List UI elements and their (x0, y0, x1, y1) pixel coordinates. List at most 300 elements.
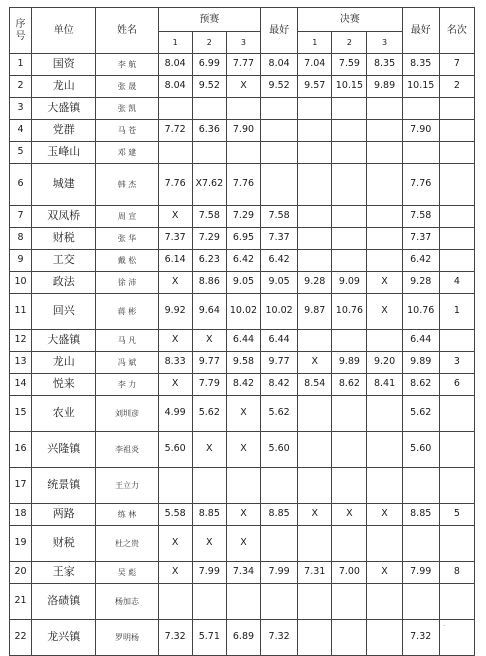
cell-seq: 18 (10, 504, 32, 526)
cell-final-attempt-1: 9.28 (298, 272, 332, 294)
cell-final-attempt-2 (332, 432, 367, 468)
cell-final-best: 8.35 (402, 54, 439, 76)
cell-prelim-attempt-3: 6.95 (226, 228, 260, 250)
cell-prelim-best (261, 120, 298, 142)
cell-unit: 双凤桥 (32, 206, 96, 228)
table-row (10, 396, 475, 432)
cell-unit: 党群 (32, 120, 96, 142)
cell-prelim-attempt-3: 9.58 (226, 352, 260, 374)
cell-prelim-best: 7.37 (261, 228, 298, 250)
cell-final-best: 7.90 (402, 120, 439, 142)
header-unit: 单位 (32, 8, 96, 54)
cell-prelim-attempt-1: 4.99 (158, 396, 192, 432)
cell-seq: 12 (10, 330, 32, 352)
results-table (9, 7, 475, 656)
cell-final-attempt-1: X (298, 352, 332, 374)
cell-final-attempt-3: X (367, 272, 402, 294)
table-row (10, 272, 475, 294)
cell-prelim-attempt-2: 9.52 (192, 76, 226, 98)
cell-unit: 玉峰山 (32, 142, 96, 164)
cell-prelim-attempt-2: 7.99 (192, 562, 226, 584)
final-attempt-1: 1 (298, 32, 332, 54)
cell-prelim-attempt-1: 6.14 (158, 250, 192, 272)
cell-name: 韩 杰 (96, 164, 158, 206)
cell-seq: 2 (10, 76, 32, 98)
cell-prelim-attempt-2: 8.85 (192, 504, 226, 526)
cell-prelim-attempt-2: 8.86 (192, 272, 226, 294)
cell-final-attempt-1 (298, 468, 332, 504)
cell-prelim-attempt-3: 10.02 (226, 294, 260, 330)
cell-unit: 王家 (32, 562, 96, 584)
cell-final-attempt-3 (367, 164, 402, 206)
cell-final-attempt-3 (367, 142, 402, 164)
cell-final-attempt-1 (298, 432, 332, 468)
cell-prelim-attempt-3: 7.90 (226, 120, 260, 142)
table-row (10, 164, 475, 206)
cell-final-attempt-3 (367, 526, 402, 562)
cell-prelim-attempt-2 (192, 142, 226, 164)
cell-name: 杨加志 (96, 584, 158, 620)
cell-prelim-best (261, 98, 298, 120)
cell-rank: 6 (439, 374, 474, 396)
cell-final-attempt-1 (298, 620, 332, 656)
table-row (10, 374, 475, 396)
table-row (10, 250, 475, 272)
cell-final-attempt-3: X (367, 562, 402, 584)
cell-seq: 7 (10, 206, 32, 228)
cell-prelim-attempt-2: X7.62 (192, 164, 226, 206)
cell-prelim-attempt-1: 7.72 (158, 120, 192, 142)
cell-prelim-attempt-2: 7.58 (192, 206, 226, 228)
cell-prelim-best (261, 142, 298, 164)
cell-prelim-attempt-1: X (158, 562, 192, 584)
cell-rank (439, 228, 474, 250)
cell-final-attempt-1 (298, 250, 332, 272)
cell-unit: 兴隆镇 (32, 432, 96, 468)
cell-final-attempt-3: 9.20 (367, 352, 402, 374)
cell-prelim-attempt-3: 8.42 (226, 374, 260, 396)
cell-final-attempt-2: 9.89 (332, 352, 367, 374)
cell-unit: 工交 (32, 250, 96, 272)
cell-final-attempt-2: X (332, 504, 367, 526)
cell-name: 徐 沛 (96, 272, 158, 294)
cell-rank (439, 330, 474, 352)
cell-prelim-best (261, 526, 298, 562)
cell-final-attempt-1: 7.04 (298, 54, 332, 76)
cell-prelim-best: 7.58 (261, 206, 298, 228)
header-prelim: 预赛 (158, 8, 260, 32)
cell-prelim-attempt-3: X (226, 76, 260, 98)
cell-seq: 14 (10, 374, 32, 396)
table-row (10, 228, 475, 250)
cell-prelim-attempt-2: X (192, 330, 226, 352)
cell-final-attempt-3 (367, 206, 402, 228)
cell-name: 马 苍 (96, 120, 158, 142)
cell-prelim-best: 8.85 (261, 504, 298, 526)
cell-prelim-attempt-3: 7.29 (226, 206, 260, 228)
cell-seq: 6 (10, 164, 32, 206)
cell-final-attempt-2: 8.62 (332, 374, 367, 396)
table-row (10, 76, 475, 98)
header-rank: 名次 (439, 8, 474, 54)
table-row (10, 330, 475, 352)
cell-unit: 悦来 (32, 374, 96, 396)
cell-final-attempt-3: 9.89 (367, 76, 402, 98)
cell-prelim-attempt-2: X (192, 526, 226, 562)
cell-prelim-attempt-1 (158, 142, 192, 164)
prelim-attempt-1: 1 (158, 32, 192, 54)
cell-prelim-attempt-1 (158, 98, 192, 120)
cell-prelim-attempt-3: 7.76 (226, 164, 260, 206)
prelim-attempt-3: 3 (226, 32, 260, 54)
table-row (10, 120, 475, 142)
cell-final-attempt-1: X (298, 504, 332, 526)
cell-seq: 4 (10, 120, 32, 142)
cell-prelim-attempt-1 (158, 584, 192, 620)
table-row (10, 584, 475, 620)
cell-rank (439, 432, 474, 468)
cell-unit: 财税 (32, 228, 96, 250)
cell-name: 练 林 (96, 504, 158, 526)
cell-seq: 15 (10, 396, 32, 432)
cell-final-attempt-2 (332, 468, 367, 504)
cell-name: 张 凯 (96, 98, 158, 120)
cell-seq: 3 (10, 98, 32, 120)
cell-unit: 财税 (32, 526, 96, 562)
cell-prelim-attempt-1: X (158, 374, 192, 396)
cell-unit: 龙山 (32, 352, 96, 374)
cell-seq: 20 (10, 562, 32, 584)
cell-final-best: 7.37 (402, 228, 439, 250)
header-final: 决赛 (298, 8, 402, 32)
table-row (10, 504, 475, 526)
cell-final-best: 9.89 (402, 352, 439, 374)
cell-rank: 8 (439, 562, 474, 584)
cell-final-attempt-2 (332, 228, 367, 250)
cell-unit: 龙山 (32, 76, 96, 98)
cell-prelim-best: 9.05 (261, 272, 298, 294)
cell-final-attempt-1: 9.87 (298, 294, 332, 330)
cell-final-attempt-2 (332, 206, 367, 228)
cell-unit: 大盛镇 (32, 330, 96, 352)
cell-name: 蒋 彬 (96, 294, 158, 330)
cell-final-attempt-3: 8.35 (367, 54, 402, 76)
cell-prelim-attempt-2: 6.23 (192, 250, 226, 272)
table-row (10, 54, 475, 76)
cell-final-attempt-3 (367, 584, 402, 620)
cell-unit: 城建 (32, 164, 96, 206)
cell-prelim-attempt-3 (226, 468, 260, 504)
cell-prelim-best: 7.99 (261, 562, 298, 584)
cell-seq: 9 (10, 250, 32, 272)
header-prelim-best: 最好 (261, 8, 298, 54)
cell-name: 冯 斌 (96, 352, 158, 374)
table-row (10, 98, 475, 120)
cell-final-attempt-2 (332, 620, 367, 656)
cell-unit: 龙兴镇 (32, 620, 96, 656)
cell-final-attempt-1 (298, 98, 332, 120)
cell-final-best: 6.44 (402, 330, 439, 352)
cell-final-attempt-1 (298, 164, 332, 206)
cell-name: 杜之贵 (96, 526, 158, 562)
cell-unit: 两路 (32, 504, 96, 526)
cell-final-attempt-1 (298, 206, 332, 228)
cell-name: 张 华 (96, 228, 158, 250)
cell-final-attempt-1 (298, 228, 332, 250)
cell-rank: 2 (439, 76, 474, 98)
cell-prelim-attempt-3: 7.34 (226, 562, 260, 584)
cell-seq: 21 (10, 584, 32, 620)
cell-prelim-attempt-1 (158, 468, 192, 504)
cell-final-best (402, 142, 439, 164)
cell-final-attempt-2: 10.76 (332, 294, 367, 330)
cell-prelim-attempt-2: 7.79 (192, 374, 226, 396)
cell-final-best: 5.60 (402, 432, 439, 468)
cell-final-attempt-1 (298, 396, 332, 432)
cell-final-attempt-2 (332, 250, 367, 272)
cell-name: 吴 彪 (96, 562, 158, 584)
cell-rank: 3 (439, 352, 474, 374)
cell-prelim-attempt-3 (226, 584, 260, 620)
cell-final-attempt-3 (367, 98, 402, 120)
cell-rank (439, 206, 474, 228)
cell-final-attempt-3 (367, 228, 402, 250)
cell-seq: 13 (10, 352, 32, 374)
cell-final-best: 7.58 (402, 206, 439, 228)
header-name: 姓名 (96, 8, 158, 54)
cell-unit: 农业 (32, 396, 96, 432)
cell-seq: 16 (10, 432, 32, 468)
cell-prelim-attempt-2: 6.36 (192, 120, 226, 142)
cell-prelim-attempt-1: 7.37 (158, 228, 192, 250)
cell-prelim-attempt-2: 9.77 (192, 352, 226, 374)
cell-rank (439, 468, 474, 504)
cell-final-attempt-2 (332, 164, 367, 206)
cell-prelim-attempt-2 (192, 584, 226, 620)
corner-mark: . (443, 619, 446, 628)
cell-prelim-best: 5.60 (261, 432, 298, 468)
cell-final-attempt-1: 7.31 (298, 562, 332, 584)
cell-final-attempt-2: 7.00 (332, 562, 367, 584)
cell-prelim-best: 6.42 (261, 250, 298, 272)
cell-final-attempt-3 (367, 330, 402, 352)
cell-seq: 10 (10, 272, 32, 294)
table-row (10, 620, 475, 656)
cell-final-attempt-3 (367, 620, 402, 656)
cell-final-attempt-2 (332, 584, 367, 620)
cell-prelim-best (261, 468, 298, 504)
cell-rank: 4 (439, 272, 474, 294)
cell-final-attempt-2: 10.15 (332, 76, 367, 98)
cell-final-attempt-2 (332, 120, 367, 142)
cell-final-attempt-2 (332, 98, 367, 120)
cell-final-attempt-1 (298, 584, 332, 620)
cell-name: 马 凡 (96, 330, 158, 352)
cell-final-best: 5.62 (402, 396, 439, 432)
table-row (10, 142, 475, 164)
cell-seq: 5 (10, 142, 32, 164)
cell-final-best: 8.62 (402, 374, 439, 396)
cell-name: 刘圳彦 (96, 396, 158, 432)
cell-prelim-attempt-3: 6.42 (226, 250, 260, 272)
cell-final-attempt-3: X (367, 504, 402, 526)
cell-name: 戴 松 (96, 250, 158, 272)
cell-final-attempt-3 (367, 432, 402, 468)
cell-name: 李 航 (96, 54, 158, 76)
cell-prelim-attempt-3 (226, 98, 260, 120)
cell-unit: 大盛镇 (32, 98, 96, 120)
cell-final-attempt-2 (332, 142, 367, 164)
cell-prelim-best: 5.62 (261, 396, 298, 432)
table-row (10, 562, 475, 584)
cell-name: 李 力 (96, 374, 158, 396)
cell-seq: 8 (10, 228, 32, 250)
cell-final-attempt-2 (332, 396, 367, 432)
cell-prelim-best: 8.04 (261, 54, 298, 76)
cell-prelim-attempt-3: 6.44 (226, 330, 260, 352)
cell-prelim-attempt-2 (192, 98, 226, 120)
cell-prelim-best: 10.02 (261, 294, 298, 330)
cell-prelim-attempt-1: 5.60 (158, 432, 192, 468)
cell-prelim-best: 8.42 (261, 374, 298, 396)
cell-final-best: 10.76 (402, 294, 439, 330)
cell-unit: 洛碛镇 (32, 584, 96, 620)
header-seq: 序号 (10, 8, 32, 54)
table-row (10, 432, 475, 468)
cell-rank (439, 98, 474, 120)
cell-final-attempt-3 (367, 468, 402, 504)
cell-prelim-attempt-1: 7.32 (158, 620, 192, 656)
cell-final-attempt-3 (367, 120, 402, 142)
final-attempt-3: 3 (367, 32, 402, 54)
cell-final-best: 7.99 (402, 562, 439, 584)
cell-final-attempt-1 (298, 526, 332, 562)
cell-final-attempt-1 (298, 142, 332, 164)
cell-prelim-best: 9.52 (261, 76, 298, 98)
cell-prelim-attempt-1: X (158, 330, 192, 352)
cell-prelim-attempt-3: 7.77 (226, 54, 260, 76)
cell-final-best: 7.76 (402, 164, 439, 206)
cell-final-attempt-3 (367, 250, 402, 272)
cell-name: 王立力 (96, 468, 158, 504)
cell-prelim-attempt-2: 6.99 (192, 54, 226, 76)
cell-prelim-attempt-1: 8.04 (158, 54, 192, 76)
final-attempt-2: 2 (332, 32, 367, 54)
table-row (10, 526, 475, 562)
cell-final-best: 8.85 (402, 504, 439, 526)
cell-unit: 国资 (32, 54, 96, 76)
cell-name: 张 晟 (96, 76, 158, 98)
cell-prelim-attempt-1: X (158, 206, 192, 228)
cell-prelim-attempt-1: 9.92 (158, 294, 192, 330)
cell-final-attempt-3: 8.41 (367, 374, 402, 396)
cell-final-attempt-2: 7.59 (332, 54, 367, 76)
table-row (10, 352, 475, 374)
table-row (10, 294, 475, 330)
cell-final-attempt-3: X (367, 294, 402, 330)
cell-seq: 1 (10, 54, 32, 76)
cell-prelim-attempt-2 (192, 468, 226, 504)
cell-final-best: 6.42 (402, 250, 439, 272)
cell-prelim-best: 6.44 (261, 330, 298, 352)
header-row (10, 8, 475, 32)
cell-final-attempt-1: 9.57 (298, 76, 332, 98)
cell-prelim-attempt-3: X (226, 396, 260, 432)
cell-prelim-attempt-3: 9.05 (226, 272, 260, 294)
cell-seq: 17 (10, 468, 32, 504)
cell-final-attempt-2: 9.09 (332, 272, 367, 294)
cell-prelim-attempt-1: 7.76 (158, 164, 192, 206)
cell-prelim-attempt-1: 8.04 (158, 76, 192, 98)
cell-unit: 回兴 (32, 294, 96, 330)
cell-prelim-attempt-2: 9.64 (192, 294, 226, 330)
cell-seq: 22 (10, 620, 32, 656)
cell-prelim-attempt-3: X (226, 526, 260, 562)
cell-prelim-attempt-2: 5.71 (192, 620, 226, 656)
cell-rank (439, 396, 474, 432)
cell-name: 罗明杨 (96, 620, 158, 656)
cell-prelim-attempt-2: 7.29 (192, 228, 226, 250)
cell-prelim-attempt-1: 8.33 (158, 352, 192, 374)
cell-final-attempt-3 (367, 396, 402, 432)
cell-final-best: 10.15 (402, 76, 439, 98)
cell-prelim-best: 7.32 (261, 620, 298, 656)
cell-final-best (402, 584, 439, 620)
prelim-attempt-2: 2 (192, 32, 226, 54)
cell-rank: 7 (439, 54, 474, 76)
cell-prelim-attempt-2: 5.62 (192, 396, 226, 432)
table-row (10, 468, 475, 504)
header-final-best: 最好 (402, 8, 439, 54)
cell-final-best (402, 98, 439, 120)
table-row (10, 206, 475, 228)
cell-prelim-attempt-1: X (158, 272, 192, 294)
cell-seq: 19 (10, 526, 32, 562)
cell-seq: 11 (10, 294, 32, 330)
cell-name: 周 宣 (96, 206, 158, 228)
cell-rank: 1 (439, 294, 474, 330)
cell-prelim-best (261, 584, 298, 620)
cell-prelim-attempt-3: X (226, 432, 260, 468)
cell-rank (439, 120, 474, 142)
cell-rank (439, 164, 474, 206)
cell-rank (439, 142, 474, 164)
cell-prelim-attempt-1: X (158, 526, 192, 562)
cell-rank: 5 (439, 504, 474, 526)
cell-prelim-attempt-3: 6.89 (226, 620, 260, 656)
cell-rank (439, 584, 474, 620)
cell-prelim-best: 9.77 (261, 352, 298, 374)
cell-rank (439, 526, 474, 562)
cell-name: 李祖炎 (96, 432, 158, 468)
cell-final-attempt-1 (298, 120, 332, 142)
cell-name: 邓 建 (96, 142, 158, 164)
cell-unit: 政法 (32, 272, 96, 294)
cell-prelim-best (261, 164, 298, 206)
cell-final-best: 9.28 (402, 272, 439, 294)
cell-final-best (402, 468, 439, 504)
cell-final-best: 7.32 (402, 620, 439, 656)
cell-final-attempt-2 (332, 526, 367, 562)
cell-final-attempt-1: 8.54 (298, 374, 332, 396)
cell-prelim-attempt-3 (226, 142, 260, 164)
cell-final-attempt-1 (298, 330, 332, 352)
cell-prelim-attempt-1: 5.58 (158, 504, 192, 526)
cell-final-attempt-2 (332, 330, 367, 352)
cell-prelim-attempt-3: X (226, 504, 260, 526)
cell-rank (439, 250, 474, 272)
cell-final-best (402, 526, 439, 562)
